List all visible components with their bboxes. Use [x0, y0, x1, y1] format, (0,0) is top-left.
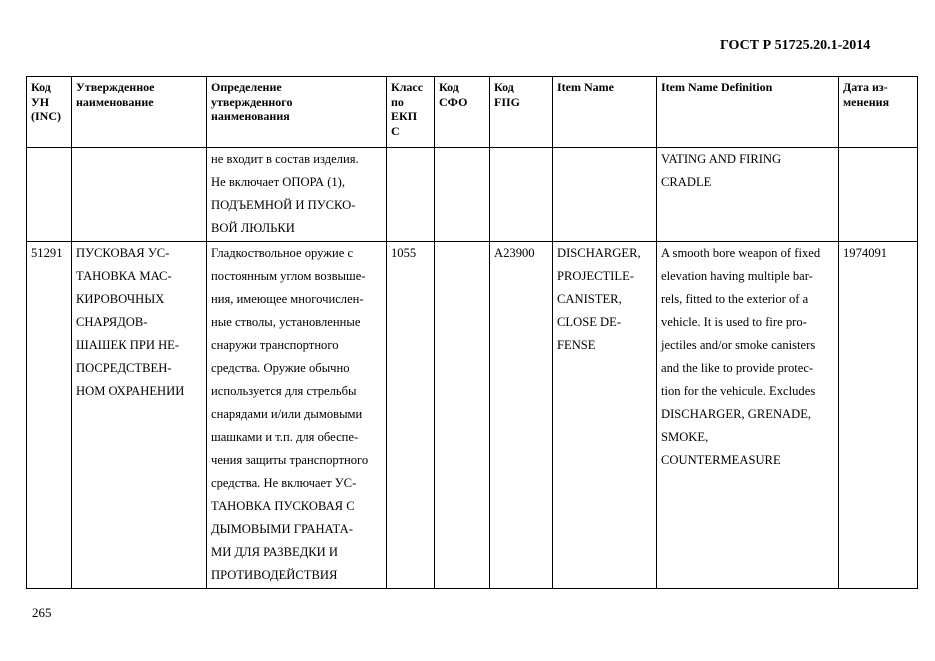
- cell-item-definition: VATING AND FIRING CRADLE: [657, 148, 839, 242]
- cell-fiig: [490, 148, 553, 242]
- document-id: ГОСТ Р 51725.20.1-2014: [720, 38, 871, 53]
- col-header-inc: Код УН (INC): [27, 77, 72, 148]
- col-header-sfo: Код СФО: [435, 77, 490, 148]
- cell-item-name: [553, 148, 657, 242]
- col-header-item-definition: Item Name Definition: [657, 77, 839, 148]
- col-header-item-name: Item Name: [553, 77, 657, 148]
- page-number: 265: [32, 605, 52, 620]
- col-header-date: Дата из- менения: [839, 77, 918, 148]
- cell-date: [839, 148, 918, 242]
- cell-item-definition: A smooth bore weapon of fixed elevation having multiple bar- rels, fitted to the exterior of a vehicle. It is used to fire pro- jectiles and/or smoke canisters and the like to provide protec- tion for the vehicule. Excludes DISCHARGER, GRENADE, SMOKE, COUNTERMEASURE: [657, 242, 839, 589]
- cell-definition: не входит в состав изделия. Не включает ОПОРА (1), ПОДЪЕМНОЙ И ПУСКО- ВОЙ ЛЮЛЬКИ: [207, 148, 387, 242]
- cell-class: [387, 148, 435, 242]
- nomenclature-table: [26, 76, 918, 589]
- cell-sfo: [435, 242, 490, 589]
- cell-sfo: [435, 148, 490, 242]
- col-header-class: Класс по ЕКП С: [387, 77, 435, 148]
- cell-definition: Гладкоствольное оружие с постоянным углом возвыше- ния, имеющее многочислен- ные стволы, установленные снаружи транспортного средства. Оружие обычно используется для стрельбы снарядами и/или дымовыми шашками и т.п. для обеспе- чения защиты транспортного средства. Не включает УС- ТАНОВКА ПУСКОВАЯ С ДЫМОВЫМИ ГРАНАТА- МИ ДЛЯ РАЗВЕДКИ И ПРОТИВОДЕЙСТВИЯ: [207, 242, 387, 589]
- cell-date: 1974091: [839, 242, 918, 589]
- col-header-definition: Определение утвержденного наименования: [207, 77, 387, 148]
- col-header-fiig: Код FIIG: [490, 77, 553, 148]
- cell-approved-name: ПУСКОВАЯ УС- ТАНОВКА МАС- КИРОВОЧНЫХ СНАРЯДОВ- ШАШЕК ПРИ НЕ- ПОСРЕДСТВЕН- НОМ ОХРАНЕНИИ: [72, 242, 207, 589]
- cell-class: 1055: [387, 242, 435, 589]
- col-header-approved-name: Утвержденное наименование: [72, 77, 207, 148]
- cell-item-name: DISCHARGER, PROJECTILE- CANISTER, CLOSE DE- FENSE: [553, 242, 657, 589]
- cell-inc: 51291: [27, 242, 72, 589]
- cell-inc: [27, 148, 72, 242]
- table-row: [27, 148, 918, 242]
- cell-fiig: A23900: [490, 242, 553, 589]
- table-header-row: [27, 77, 918, 148]
- cell-approved-name: [72, 148, 207, 242]
- table-row: [27, 242, 918, 589]
